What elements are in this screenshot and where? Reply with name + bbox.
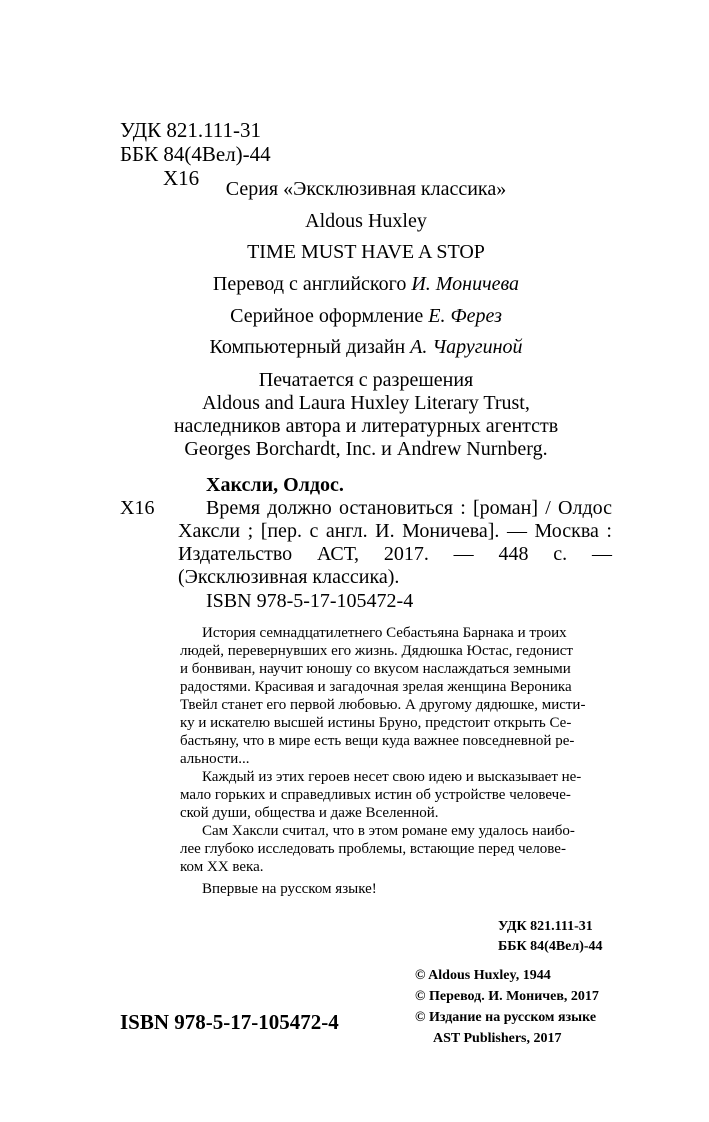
copyright-line-3: © Издание на русском языке <box>415 1010 597 1025</box>
biblio-mark: Х16 <box>120 497 155 519</box>
author-mark: Х16 <box>163 166 200 190</box>
computer-design-prefix: Компьютерный дизайн <box>209 336 411 358</box>
computer-design-credit <box>120 336 612 359</box>
biblio-heading: Хаксли, Олдос. <box>206 474 344 496</box>
permission-line-3: наследников автора и литературных агентств <box>173 415 559 437</box>
series-design-credit <box>120 305 612 328</box>
udk-code: УДК 821.111-31 <box>120 118 262 142</box>
footer-bbk: ББК 84(4Вел)-44 <box>498 939 603 954</box>
annotation-p1-line-3: и бонвиван, научит юношу со вкусом наслаждаться земными <box>180 661 571 677</box>
computer-designer-name: А. Чаругиной <box>410 336 523 358</box>
series-line: Серия «Эксклюзивная классика» <box>225 178 507 200</box>
copyright-line-4: AST Publishers, 2017 <box>433 1031 562 1046</box>
annotation <box>180 624 613 898</box>
annotation-p2-line-2: мало горьких и справедливых истин об устройстве человече- <box>180 787 571 803</box>
annotation-paragraph-3 <box>180 822 613 876</box>
translation-credit <box>120 273 612 296</box>
translation-prefix: Перевод с английского <box>212 273 412 295</box>
annotation-p2-line-3: ской души, общества и даже Вселенной. <box>180 805 439 821</box>
annotation-p3-line-3: ком XX века. <box>180 859 264 875</box>
author-original: Aldous Huxley <box>305 210 427 232</box>
series-design-prefix: Серийное оформление <box>230 305 429 327</box>
annotation-paragraph-1 <box>180 624 613 768</box>
permission-line-1: Печатается с разрешения <box>258 369 474 391</box>
annotation-p1-line-6: ку и искателю высшей истины Бруно, предстоит открыть Се- <box>180 715 572 731</box>
translator-name: И. Моничева <box>411 273 520 295</box>
annotation-p1-line-4: радостями. Красивая и загадочная зрелая женщина Вероника <box>180 679 572 695</box>
series-designer-name: Е. Ферез <box>428 305 502 327</box>
annotation-p3-line-2: лее глубоко исследовать проблемы, встающие перед челове- <box>180 841 566 857</box>
biblio-isbn: ISBN 978-5-17-105472-4 <box>206 590 414 612</box>
permission-line-4: Georges Borchardt, Inc. и Andrew Nurnberg. <box>184 438 548 460</box>
annotation-p2-line-1: Каждый из этих героев несет свою идею и высказывает не- <box>202 769 582 785</box>
annotation-p1-line-8: альности... <box>180 751 250 767</box>
annotation-p1-line-5: Твейл станет его первой любовью. А другому дядюшке, мисти- <box>180 697 586 713</box>
footer-udk: УДК 821.111-31 <box>498 919 593 934</box>
copyright-line-1: © Aldous Huxley, 1944 <box>415 968 551 983</box>
copyright-line-2: © Перевод. И. Моничев, 2017 <box>415 989 599 1004</box>
biblio-description: Время должно остановиться : [роман] / Олдос Хаксли ; [пер. с англ. И. Моничева]. — Москва : Издательство АСТ, 2017. — 448 с. — (Эксклюзивная классика). <box>178 497 612 588</box>
bottom-isbn: ISBN 978-5-17-105472-4 <box>120 1010 339 1034</box>
annotation-paragraph-2 <box>180 768 613 822</box>
annotation-paragraph-4: Впервые на русском языке! <box>202 881 377 897</box>
annotation-p3-line-1: Сам Хаксли считал, что в этом романе ему удалось наибо- <box>202 823 575 839</box>
annotation-p1-line-1: История семнадцатилетнего Себастьяна Барнака и троих <box>202 625 567 641</box>
annotation-p1-line-7: бастьяну, что в мире есть вещи куда важнее повседневной ре- <box>180 733 575 749</box>
title-original: TIME MUST HAVE A STOP <box>247 241 485 263</box>
permission-line-2: Aldous and Laura Huxley Literary Trust, <box>202 392 530 414</box>
bbk-code: ББК 84(4Вел)-44 <box>120 142 271 166</box>
annotation-p1-line-2: людей, перевернувших его жизнь. Дядюшка Юстас, гедонист <box>180 643 573 659</box>
